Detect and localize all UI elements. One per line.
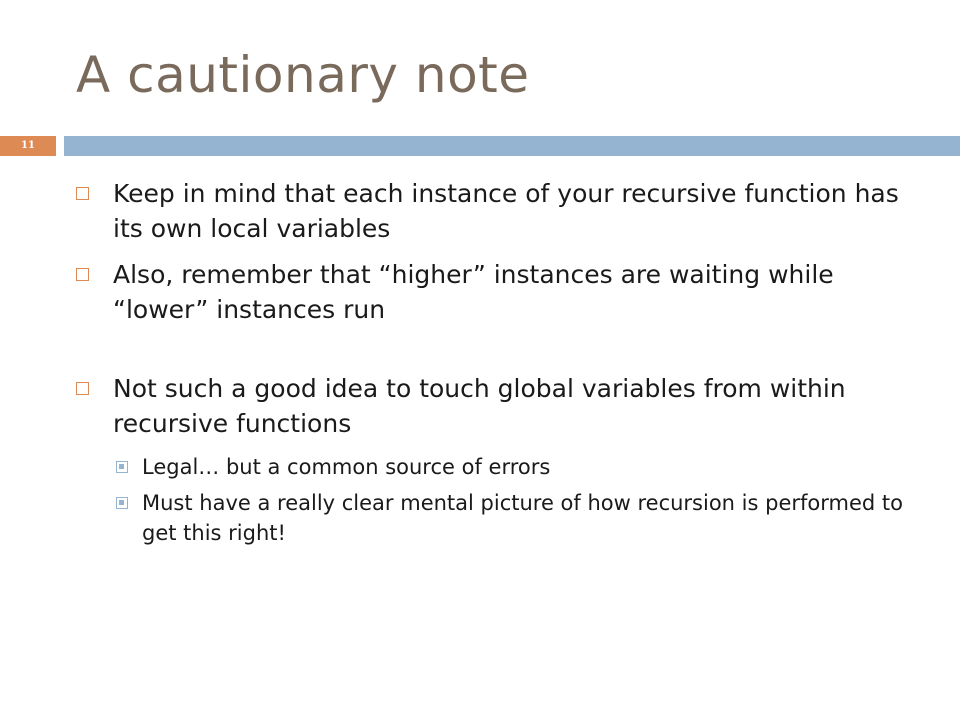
sub-bullet-text: Must have a really clear mental picture of how recursion is performed to get this right!	[142, 491, 903, 545]
bullet-square-icon	[76, 382, 89, 395]
slide-title: A cautionary note	[76, 46, 530, 104]
sub-bullet-item	[116, 488, 936, 548]
slide-number-badge: 11	[0, 136, 56, 156]
bullet-square-icon	[76, 268, 89, 281]
bullet-item	[76, 257, 936, 327]
slide-content	[76, 176, 936, 554]
header-bar	[64, 136, 960, 156]
bullet-text: Keep in mind that each instance of your recursive function has its own local variables	[113, 179, 899, 243]
sub-bullet-square-icon	[116, 497, 128, 509]
bullet-text: Not such a good idea to touch global variables from within recursive functions	[113, 374, 846, 438]
bullet-item	[76, 176, 936, 246]
bullet-item	[76, 371, 936, 441]
sub-bullet-text: Legal… but a common source of errors	[142, 455, 551, 479]
bullet-square-icon	[76, 187, 89, 200]
sub-bullet-square-icon	[116, 461, 128, 473]
sub-bullet-item	[116, 452, 936, 482]
bullet-text: Also, remember that “higher” instances are waiting while “lower” instances run	[113, 260, 834, 324]
